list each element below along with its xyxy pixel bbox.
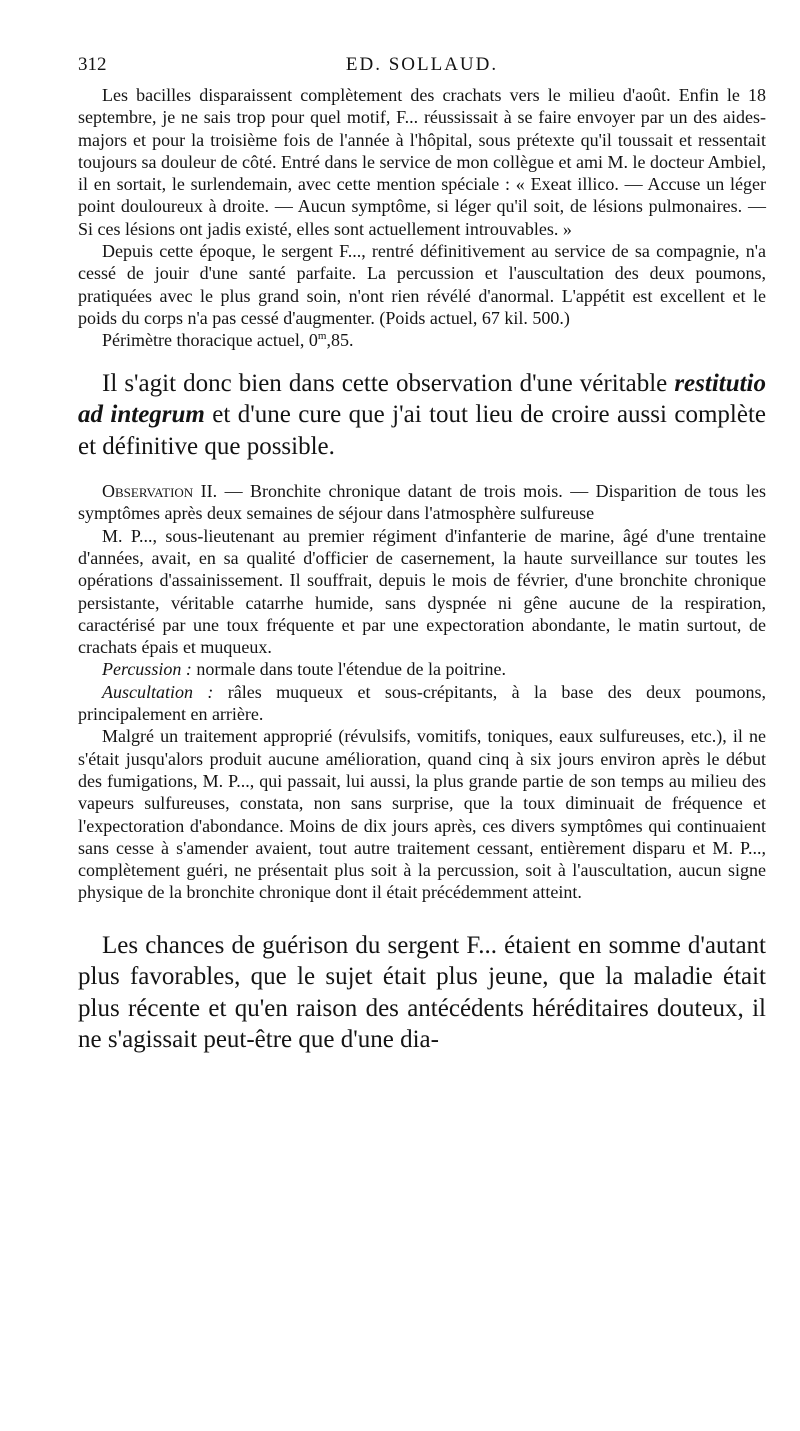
latin-phrase: restitutio ad integrum [78, 369, 766, 429]
perimetre-suffix: ,85. [326, 330, 354, 351]
perimetre-prefix: Périmètre thoracique actuel, 0 [102, 330, 318, 351]
paragraph-traitement: Malgré un traitement approprié (révulsifs, vomitifs, toniques, eaux sulfureuses, etc.), il ne s'était jusqu'alors produit aucune amélioration, quand cinq à six jours environ après le début des fumigations, M. P..., qui passait, lui aussi, la plus grande partie de son temps au milieu des vapeurs sulfureuses, constata, non sans surprise, que la toux diminuait de fréquence et l'expectoration d'abondance. Moins de dix jours après, ces divers symptômes qui continuaient sans cesse à s'amender avaient, tout autre traitement cessant, entièrement disparu et M. P..., complètement guéri, ne présentait plus soit à la percussion, soit à l'auscultation, aucun signe physique de la bronchite chronique dont il était précédemment atteint. [78, 726, 766, 903]
observation-label: Observation II. [102, 481, 218, 502]
paragraph-depuis: Depuis cette époque, le sergent F..., rentré définitivement au service de sa compagnie, n'a cessé de jouir d'une santé parfaite. La percussion et l'auscultation des deux poumons, pratiquées avec le plus grand soin, n'ont rien révélé d'anormal. L'appétit est excellent et le poids du corps n'a pas cessé d'augmenter. (Poids actuel, 67 kil. 500.) [78, 241, 766, 328]
auscultation-text: râles muqueux et sous-crépitants, à la base des deux poumons, principalement en arrière. [78, 681, 766, 725]
observation-heading [78, 480, 766, 525]
page-number: 312 [78, 54, 107, 75]
auscultation-label: Auscultation : [102, 681, 214, 702]
paragraph-conclusion [78, 368, 766, 463]
paragraph-auscultation [78, 681, 766, 726]
percussion-text: normale dans toute l'étendue de la poitrine. [191, 659, 506, 680]
conclusion-after: et d'une cure que j'ai tout lieu de croire aussi complète et définitive que possible. [78, 401, 766, 460]
book-page [78, 50, 766, 1056]
paragraph-percussion [78, 658, 766, 680]
paragraph-sous-lieutenant: M. P..., sous-lieutenant au premier régiment d'infanterie de marine, âgé d'une trentaine d'années, avait, en sa qualité d'officier de casernement, la haute surveillance sur toutes les opérations d'assainissement. Il souffrait, depuis le mois de février, d'une bronchite chronique persistante, véritable catarrhe humide, sans dyspnée ni gêne aucune de la respiration, caractérisé par une toux fréquente et par une expectoration abondante, le matin surtout, de crachats épais et muqueux. [78, 525, 766, 658]
conclusion-before: Il s'agit donc bien dans cette observation d'une véritable [102, 369, 675, 397]
paragraph-perimetre [78, 329, 766, 351]
paragraph-bacilles: Les bacilles disparaissent complètement des crachats vers le milieu d'août. Enfin le 18 septembre, je ne sais trop pour quel motif, F... réussissait à se faire envoyer par un des aides-majors et pour la troisième fois de l'année à l'hôpital, sous prétexte qu'il toussait et ressentait toujours sa douleur de côté. Entré dans le service de mon collègue et ami M. le docteur Ambiel, il en sortait, le surlendemain, avec cette mention spéciale : « Exeat illico. — Accuse un léger point douloureux à droite. — Aucun symptôme, si léger qu'il soit, de lésions pulmonaires. — Si ces lésions ont jadis existé, elles sont actuellement introuvables. » [78, 85, 766, 239]
page-header [78, 50, 766, 84]
meter-unit: m [317, 330, 327, 343]
percussion-label: Percussion : [102, 659, 192, 680]
running-head: ED. SOLLAUD. [345, 54, 499, 75]
paragraph-chances: Les chances de guérison du sergent F... étaient en somme d'autant plus favorables, que le sujet était plus jeune, que la maladie était plus récente et qu'en raison des antécédents héréditaires douteux, il ne s'agissait peut-être que d'une dia- [78, 931, 766, 1054]
observation-summary: — Bronchite chronique datant de trois mois. — Disparition de tous les symptômes après deux semaines de séjour dans l'atmosphère sulfureuse [78, 481, 766, 524]
